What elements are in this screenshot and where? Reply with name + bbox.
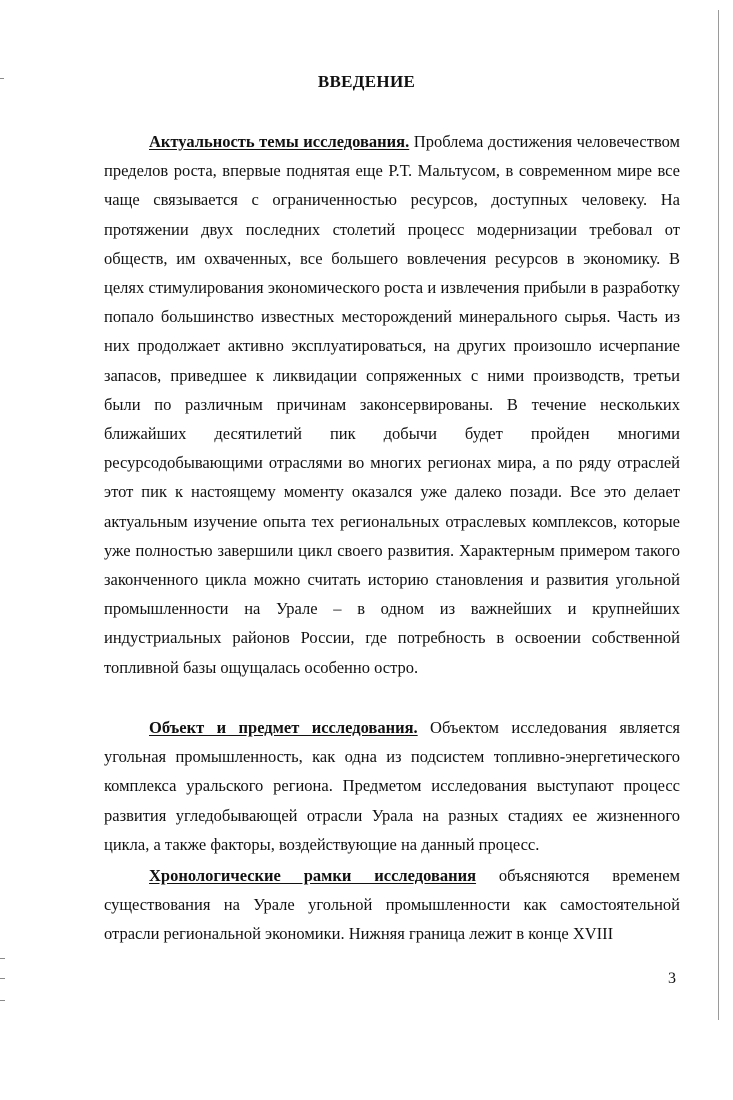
scan-mark xyxy=(0,1000,5,1001)
paragraph-heading: Объект и предмет исследования. xyxy=(149,718,418,737)
page-title: ВВЕДЕНИЕ xyxy=(317,72,416,91)
paragraph-text: Проблема достижения человечеством пределов роста, впервые поднятая еще Р.Т. Мальтусом, в современном мире все чаще связывается с ограниченностью ресурсов, доступных человеку. На протяжении двух последних столетий процесс модернизации требовал от обществ, им охваченных, все большего вовлечения ресурсов в экономику. В целях стимулирования экономического роста и извлечения прибыли в разработку попало большинство известных месторождений минерального сырья. Часть из них продолжает активно эксплуатироваться, на других произошло исчерпание запасов, приведшее к ликвидации сопряженных с ними производств, третьи были по различным причинам законсервированы. В течение нескольких ближайших десятилетий пик добычи будет пройден многими ресурсодобывающими отраслями во многих регионах мира, а по ряду отраслей этот пик к настоящему моменту оказался уже далеко позади. Все это делает актуальным изучение опыта тех региональных отраслевых комплексов, которые уже полностью завершили цикл своего развития. Характерным примером такого законченного цикла можно считать историю становления и развития угольной промышленности на Урале – в одном из важнейших и крупнейших индустриальных районов России, где потребность в освоении собственной топливной базы ощущалась особенно остро. xyxy=(104,132,680,677)
scan-mark xyxy=(0,958,5,959)
page-number: 3 xyxy=(668,970,676,987)
scan-mark xyxy=(0,78,4,79)
scan-edge-line xyxy=(718,10,719,1020)
paragraph-text: объясняются временем существования на Урале угольной промышленности как самостоятельной отрасли региональной экономики. Нижняя граница лежит в конце XVIII xyxy=(104,866,680,944)
paragraph-object-subject xyxy=(104,713,680,859)
paragraph-text: Объектом исследования является угольная промышленность, как одна из подсистем топливно-энергетического комплекса уральского региона. Предметом исследования выступают процесс развития угледобывающей отрасли Урала на разных стадиях ее жизненного цикла, а также факторы, воздействующие на данный процесс. xyxy=(104,718,681,854)
paragraph-heading: Хронологические рамки исследования xyxy=(149,866,477,885)
paragraph-heading: Актуальность темы исследования. xyxy=(149,132,410,151)
scan-mark xyxy=(0,978,5,979)
paragraph-relevance xyxy=(104,127,680,682)
paragraph-chronology xyxy=(104,861,680,949)
